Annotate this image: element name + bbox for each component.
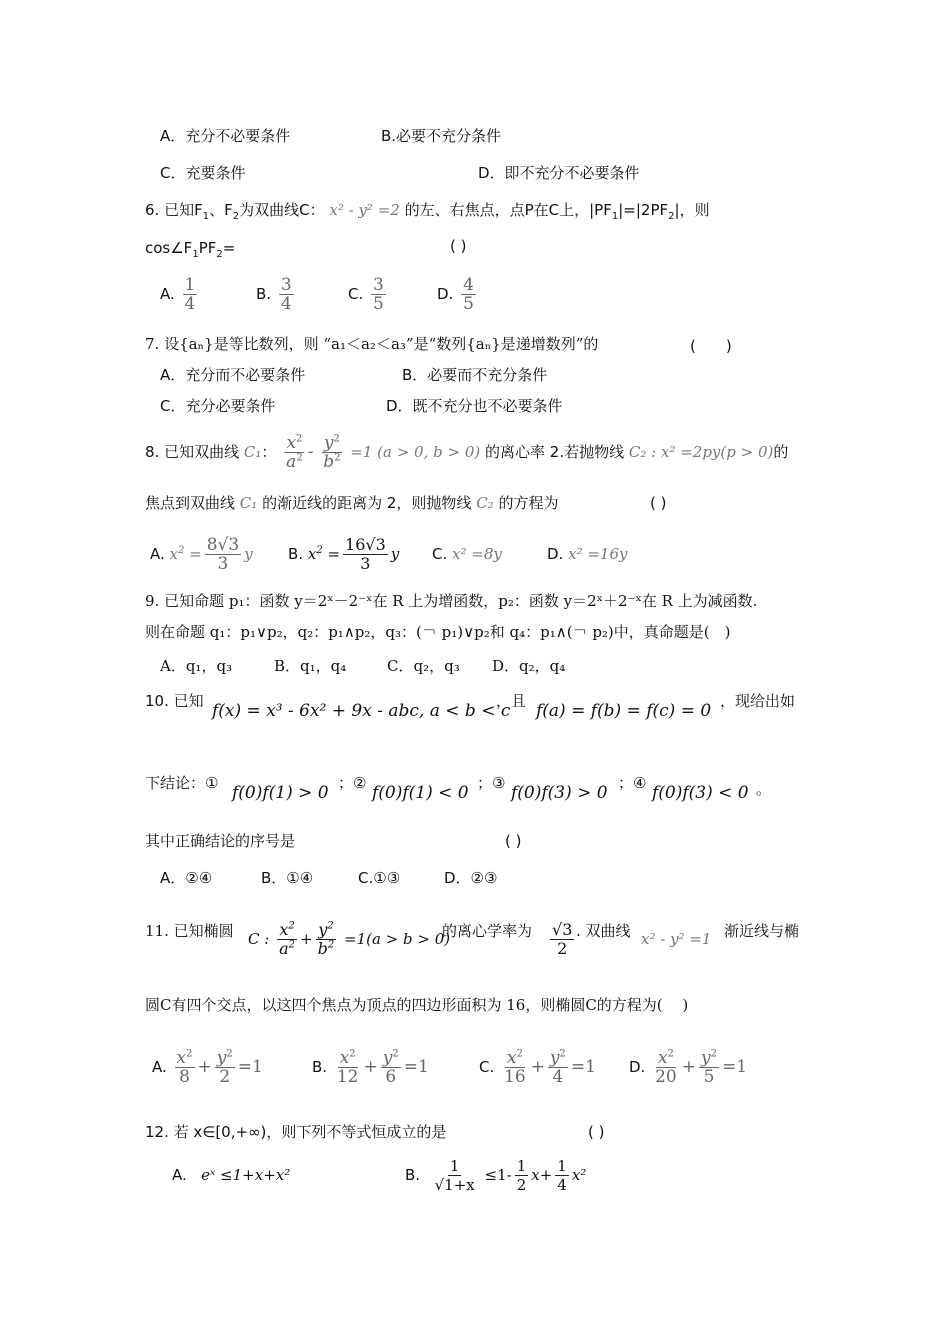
q10-function: f(x) = x³ - 6x² + 9x - abc, a < b < c [212, 701, 511, 721]
q6-option-d-fraction: $\frac{4}{5}$ [463, 275, 474, 314]
q11-stem-b: 的离心学率为 [442, 922, 533, 940]
q8-option-d: D. x² =16y [547, 545, 628, 563]
q9-option-d: D．q₂，q₄ [492, 657, 566, 675]
q6-stem-line2: $\cos\angle F_1PF_2=$ [145, 239, 236, 260]
q7-answer-paren: ( ) [690, 337, 732, 355]
q8-x2-over-a2: $\frac{x^2}{a^2}$ [286, 433, 303, 472]
q10-option-c: C.①③ [358, 869, 401, 887]
q9-stem-line1: 9. 已知命题 p₁：函数 y＝2ˣ－2⁻ˣ在 R 上为增函数，p₂：函数 y＝2ˣ＋2⁻ˣ在 R 上为减函数. [145, 592, 758, 610]
q8-option-b: B. $x^2$ = $\frac{16√3}{3}$ y [288, 535, 400, 573]
q7-option-d: D．既不充分也不必要条件 [386, 397, 563, 415]
q9-stem-line2: 则在命题 q₁：p₁∨p₂，q₂：p₁∧p₂，q₃：(￢ p₁)∨p₂和 q₄：p₁∧(￢ p₂)中，真命题是( ) [145, 623, 731, 641]
q6-option-a: A. $\frac{1}{4}$ [160, 275, 196, 314]
q6-option-a-fraction: $\frac{1}{4}$ [184, 275, 196, 314]
q8-stem: 8. 已知双曲线 C₁： $\frac{x^2}{a^2}$ - $\frac{y^2}{b^2}$ =1 (a > 0, b > 0) 的离心率 2.若抛物线 C₂ : x² =2py(p > 0)的 [145, 433, 789, 472]
q8-hyperbola-condition: =1 (a > 0, b > 0) [350, 443, 481, 461]
q11-stem-line2: 圆C有四个交点，以这四个焦点为顶点的四边形面积为 16，则椭圆C的方程为( ) [145, 996, 689, 1014]
q7-option-a: A．充分而不必要条件 [160, 366, 306, 384]
q8-parabola-equation: C₂ : x² =2py(p > 0) [628, 443, 774, 461]
q8-c1-label: C₁ [243, 443, 262, 461]
q5-option-d: D．即不充分不必要条件 [478, 164, 640, 182]
q10-stem: 10. 已知 [145, 692, 204, 710]
q11-ellipse: C : $\frac{x^2}{a^2}$ + $\frac{y^2}{b^2}$ =1(a > b > 0) [248, 920, 451, 958]
q11-option-c: C. $\frac{x^2}{16}$ + $\frac{y^2}{4}$ =1 [479, 1048, 596, 1087]
q10-stem-b: ，且 [496, 692, 527, 710]
q6-stem: 6. 已知$F_1$、$F_2$为双曲线C： x² - y² =2 的左、右焦点，点P在C上，$|PF_1|=|2PF_2|$，则 [145, 201, 710, 222]
q8-answer-paren: ( ) [650, 494, 667, 512]
q11-stem-a: 11. 已知椭圆 [145, 922, 234, 940]
q11-stem-d: 渐近线与椭 [724, 922, 800, 940]
q9-option-a: A．q₁，q₃ [160, 657, 233, 675]
q9-option-c: C．q₂，q₃ [387, 657, 460, 675]
q8-stem-line2: 焦点到双曲线 C₁ 的渐近线的距离为 2，则抛物线 C₂ 的方程为 [145, 494, 559, 512]
q6-answer-paren: ( ) [450, 237, 467, 255]
q12-answer-paren: ( ) [588, 1123, 605, 1141]
q8-option-b-fraction: $\frac{16√3}{3}$ [345, 535, 386, 573]
q8-option-c: C. x² =8y [432, 545, 502, 563]
q5-option-a: A．充分不必要条件 [160, 127, 291, 145]
q10-conclusion-1: f(0)f(1) > 0 [232, 783, 329, 803]
q10-conclusion-2: f(0)f(1) < 0 [372, 783, 469, 803]
q11-option-a: A. $\frac{x^2}{8}$ + $\frac{y^2}{2}$ =1 [152, 1048, 263, 1087]
q10-conclusion-3: f(0)f(3) > 0 [511, 783, 608, 803]
q5-option-b: B.必要不充分条件 [381, 127, 502, 145]
q11-stem-c: . 双曲线 [576, 922, 631, 940]
q6-option-d: D. $\frac{4}{5}$ [437, 275, 474, 314]
q8-option-a-fraction: $\frac{8√3}{3}$ [206, 535, 240, 574]
q12-stem: 12. 若 x∈[0,+∞)，则下列不等式恒成立的是 [145, 1123, 447, 1141]
q10-conclusion-4: f(0)f(3) < 0 [652, 783, 749, 803]
q7-stem: 7. 设{aₙ}是等比数列，则 “a₁＜a₂＜a₃”是“数列{aₙ}是递增数列”的 [145, 335, 599, 353]
q8-option-a: A. $x^2$ = $\frac{8√3}{3}$ y [150, 535, 253, 574]
q11-option-d: D. $\frac{x^2}{20}$ + $\frac{y^2}{5}$ =1 [629, 1048, 748, 1087]
q5-option-c: C．充要条件 [160, 164, 246, 182]
q6-option-b-fraction: $\frac{3}{4}$ [280, 275, 292, 314]
q9-option-b: B．q₁，q₄ [274, 657, 347, 675]
q11-hyperbola: x² - y² =1 [641, 930, 712, 948]
q10-option-a: A．②④ [160, 869, 213, 887]
q8-y2-over-b2: $\frac{y^2}{b^2}$ [323, 433, 341, 472]
q6-hyperbola-equation: x² - y² =2 [329, 201, 400, 219]
q6-option-c: C. $\frac{3}{5}$ [348, 275, 384, 314]
q7-option-b: B．必要而不充分条件 [402, 366, 548, 384]
q7-option-c: C．充分必要条件 [160, 397, 276, 415]
q10-option-b: B．①④ [261, 869, 314, 887]
q10-stem-c: ，现给出如 [720, 692, 796, 710]
q10-zeros-condition: f(a) = f(b) = f(c) = 0 [536, 701, 712, 721]
q6-option-c-fraction: $\frac{3}{5}$ [373, 275, 384, 314]
q12-option-a: A. eˣ ≤1+x+x² [172, 1166, 291, 1184]
q10-conclusions-label: 下结论：① [145, 774, 219, 792]
q10-question: 其中正确结论的序号是 [145, 832, 296, 850]
q11-eccentricity: $\frac{√3}{2}$ [552, 920, 573, 958]
q10-option-d: D．②③ [444, 869, 498, 887]
q6-option-b: B. $\frac{3}{4}$ [256, 275, 292, 314]
q10-answer-paren: ( ) [505, 832, 522, 850]
q11-option-b: B. $\frac{x^2}{12}$ + $\frac{y^2}{6}$ =1 [312, 1048, 429, 1087]
q12-option-b: B. $\frac{1}{√1+x}$ ≤1- $\frac{1}{2}$ x+ $\frac{1}{4}$ x² [405, 1157, 587, 1194]
